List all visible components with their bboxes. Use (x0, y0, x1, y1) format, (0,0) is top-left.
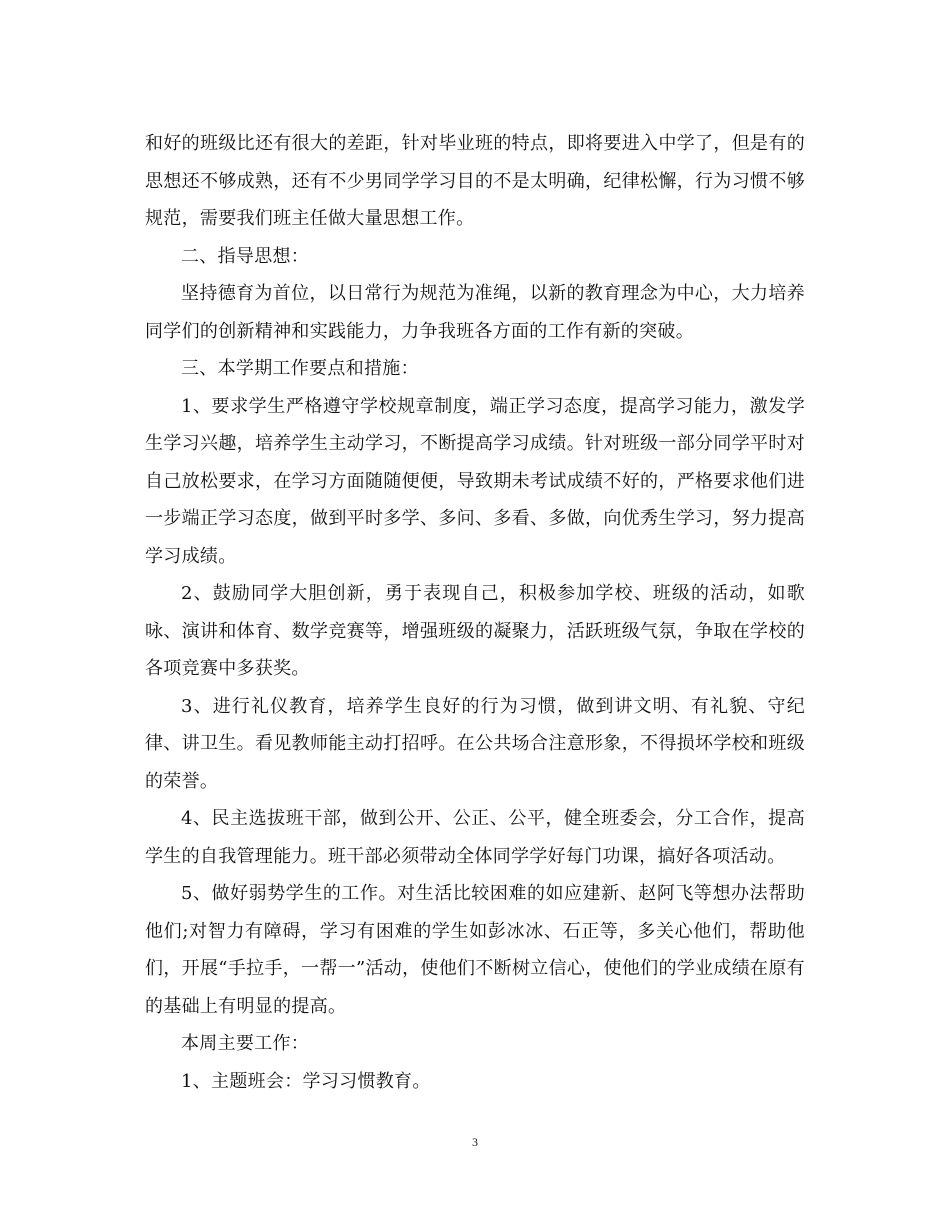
list-item-1: 1、要求学生严格遵守学校规章制度，端正学习态度，提高学习能力，激发学生学习兴趣，培养学生主动学习，不断提高学习成绩。针对班级一部分同学平时对自己放松要求，在学习方面随随便便，导致期未考试成绩不好的，严格要求他们进一步端正学习态度，做到平时多学、多问、多看、多做，向优秀生学习，努力提高学习成绩。 (145, 395, 805, 567)
heading-weekly-work: 本周主要工作： (181, 1033, 310, 1054)
list-item-5: 5、做好弱势学生的工作。对生活比较困难的如应建新、赵阿飞等想办法帮助他们;对智力有障碍，学习有困难的学生如彭冰冰、石正等，多关心他们，帮助他们，开展“手拉手，一帮一”活动，使他们不断树立信心，使他们的学业成绩在原有的基础上有明显的提高。 (145, 883, 805, 1017)
heading-work-points: 三、本学期工作要点和措施： (181, 358, 419, 379)
list-item-3: 3、进行礼仪教育，培养学生良好的行为习惯，做到讲文明、有礼貌、守纪律、讲卫生。看见教师能主动打招呼。在公共场合注意形象，不得损坏学校和班级的荣誉。 (145, 695, 805, 792)
list-item-4: 4、民主选拔班干部，做到公开、公正、公平，健全班委会，分工合作，提高学生的自我管理能力。班干部必须带动全体同学学好每门功课，搞好各项活动。 (145, 808, 805, 867)
weekly-item-1: 1、主题班会：学习习惯教育。 (181, 1070, 431, 1092)
heading-guiding-ideology: 二、指导思想： (181, 245, 310, 267)
paragraph-guiding-ideology: 坚持德育为首位，以日常行为规范为准绳，以新的教育理念为中心，大力培养同学们的创新精神和实践能力，力争我班各方面的工作有新的突破。 (145, 283, 805, 342)
list-item-2: 2、鼓励同学大胆创新，勇于表现自己，积极参加学校、班级的活动，如歌咏、演讲和体育、数学竞赛等，增强班级的凝聚力，活跃班级气氛，争取在学校的各项竞赛中多获奖。 (145, 583, 805, 679)
document-body (145, 125, 805, 1100)
paragraph-continuation: 和好的班级比还有很大的差距，针对毕业班的特点，即将要进入中学了，但是有的思想还不够成熟，还有不少男同学学习目的不是太明确，纪律松懈，行为习惯不够规范，需要我们班主任做大量思想工作。 (145, 133, 805, 229)
page-number: 3 (472, 1135, 478, 1149)
